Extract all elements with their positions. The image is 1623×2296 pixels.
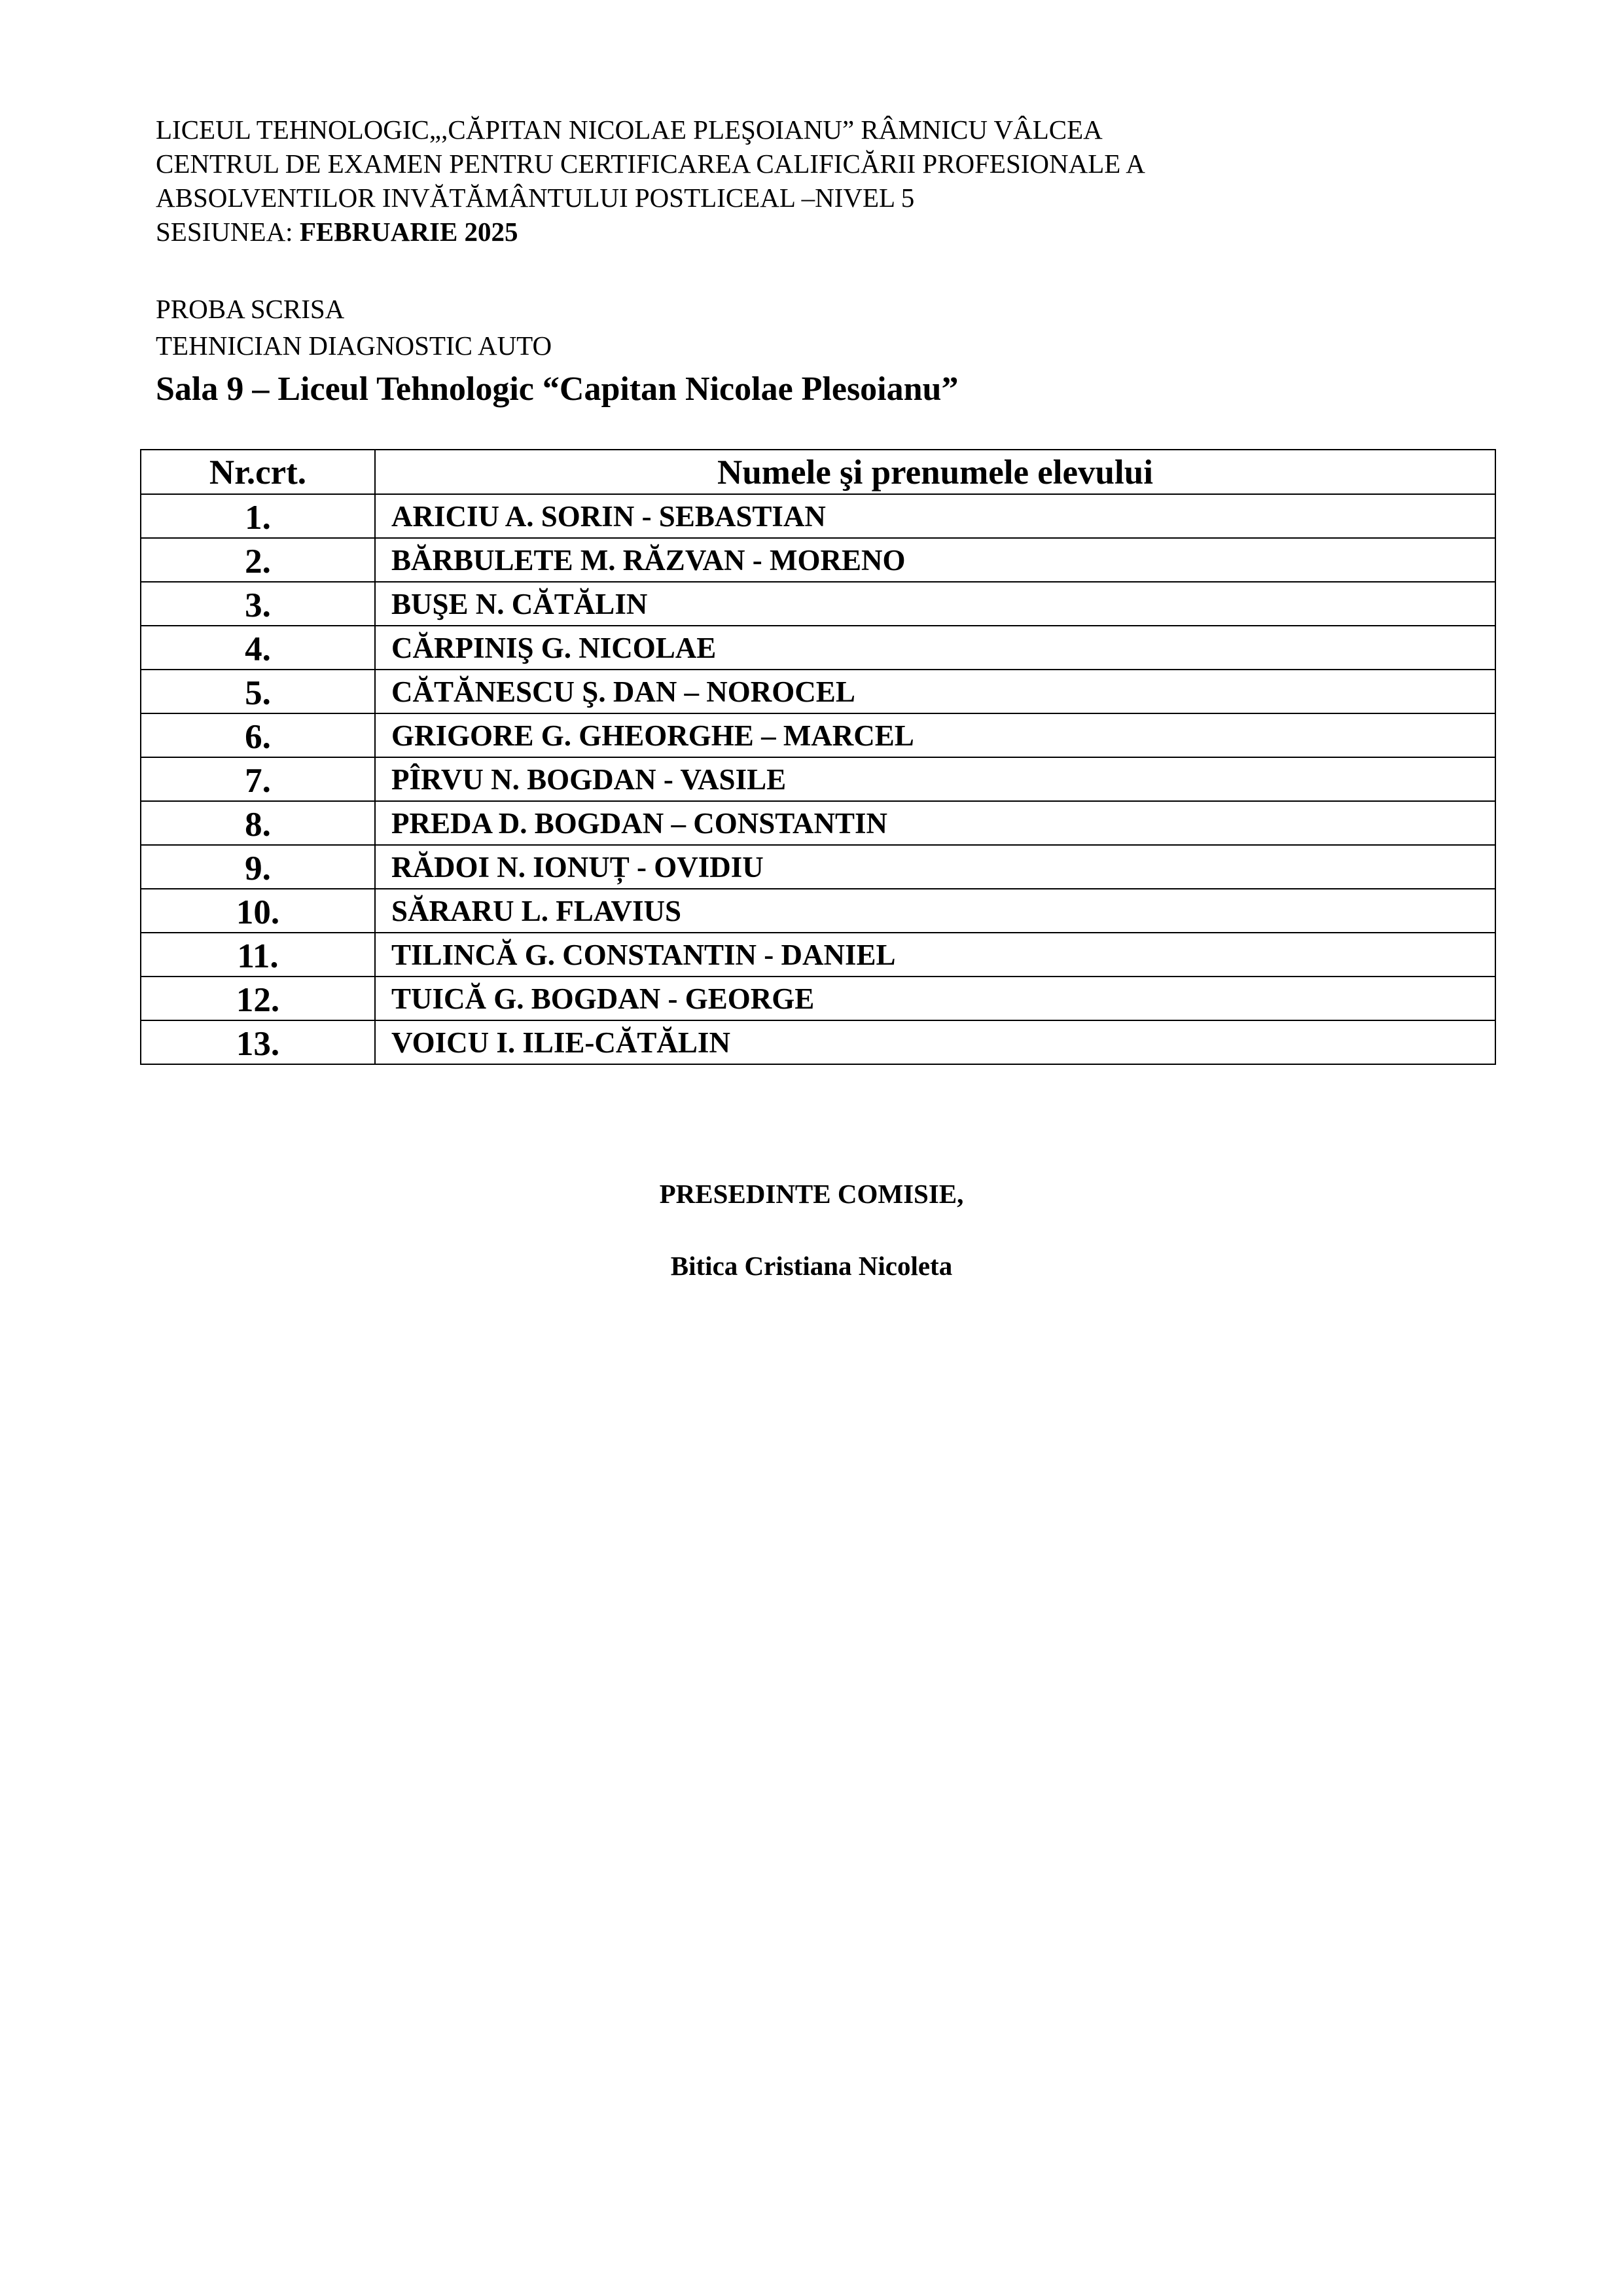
- table-row: [141, 1020, 1495, 1064]
- table-row: [141, 845, 1495, 889]
- qualification-name: TEHNICIAN DIAGNOSTIC AUTO: [156, 331, 552, 361]
- row-number: 6.: [141, 713, 375, 757]
- student-name: SĂRARU L. FLAVIUS: [375, 889, 1495, 933]
- student-name: PREDA D. BOGDAN – CONSTANTIN: [375, 801, 1495, 845]
- student-name: CĂRPINIŞ G. NICOLAE: [375, 626, 1495, 670]
- students-table: [140, 449, 1496, 1065]
- commission-president-name: Bitica Cristiana Nicoleta: [670, 1251, 953, 1281]
- student-name: TILINCĂ G. CONSTANTIN - DANIEL: [375, 933, 1495, 977]
- student-name: ARICIU A. SORIN - SEBASTIAN: [375, 494, 1495, 538]
- student-name: CĂTĂNESCU Ş. DAN – NOROCEL: [375, 670, 1495, 713]
- row-number: 1.: [141, 494, 375, 538]
- student-name: BUŞE N. CĂTĂLIN: [375, 582, 1495, 626]
- table-row: [141, 626, 1495, 670]
- table-header-row: [141, 450, 1495, 494]
- row-number: 11.: [141, 933, 375, 977]
- row-number: 7.: [141, 757, 375, 801]
- session-label: SESIUNEA:: [156, 217, 300, 247]
- row-number: 12.: [141, 977, 375, 1020]
- student-name: BĂRBULETE M. RĂZVAN - MORENO: [375, 538, 1495, 582]
- exam-center-line: CENTRUL DE EXAMEN PENTRU CERTIFICAREA CALIFICĂRII PROFESIONALE A: [156, 149, 1145, 179]
- exam-details: [156, 291, 1504, 364]
- exam-center-line-continued: ABSOLVENTILOR INVĂTĂMÂNTULUI POSTLICEAL –NIVEL 5: [156, 183, 915, 213]
- table-row: [141, 977, 1495, 1020]
- row-number: 5.: [141, 670, 375, 713]
- row-number: 9.: [141, 845, 375, 889]
- table-row: [141, 582, 1495, 626]
- table-row: [141, 757, 1495, 801]
- student-name: TUICĂ G. BOGDAN - GEORGE: [375, 977, 1495, 1020]
- commission-president-title: PRESEDINTE COMISIE,: [659, 1179, 964, 1209]
- column-header-name: Numele şi prenumele elevului: [375, 450, 1495, 494]
- table-row: [141, 670, 1495, 713]
- student-name: RĂDOI N. IONUȚ - OVIDIU: [375, 845, 1495, 889]
- document-header: [156, 113, 1504, 249]
- exam-type: PROBA SCRISA: [156, 294, 345, 324]
- table-row: [141, 538, 1495, 582]
- student-name: GRIGORE G. GHEORGHE – MARCEL: [375, 713, 1495, 757]
- row-number: 2.: [141, 538, 375, 582]
- row-number: 3.: [141, 582, 375, 626]
- session-line: [156, 215, 1504, 249]
- row-number: 10.: [141, 889, 375, 933]
- column-header-number: Nr.crt.: [141, 450, 375, 494]
- session-value: FEBRUARIE 2025: [299, 217, 518, 247]
- student-name: VOICU I. ILIE-CĂTĂLIN: [375, 1020, 1495, 1064]
- table-row: [141, 933, 1495, 977]
- student-name: PÎRVU N. BOGDAN - VASILE: [375, 757, 1495, 801]
- row-number: 4.: [141, 626, 375, 670]
- row-number: 8.: [141, 801, 375, 845]
- table-row: [141, 494, 1495, 538]
- table-row: [141, 713, 1495, 757]
- table-row: [141, 889, 1495, 933]
- table-row: [141, 801, 1495, 845]
- row-number: 13.: [141, 1020, 375, 1064]
- room-title: Sala 9 – Liceul Tehnologic “Capitan Nicolae Plesoianu”: [156, 370, 959, 408]
- institution-name: LICEUL TEHNOLOGIC„,CĂPITAN NICOLAE PLEŞOIANU” RÂMNICU VÂLCEA: [156, 115, 1103, 145]
